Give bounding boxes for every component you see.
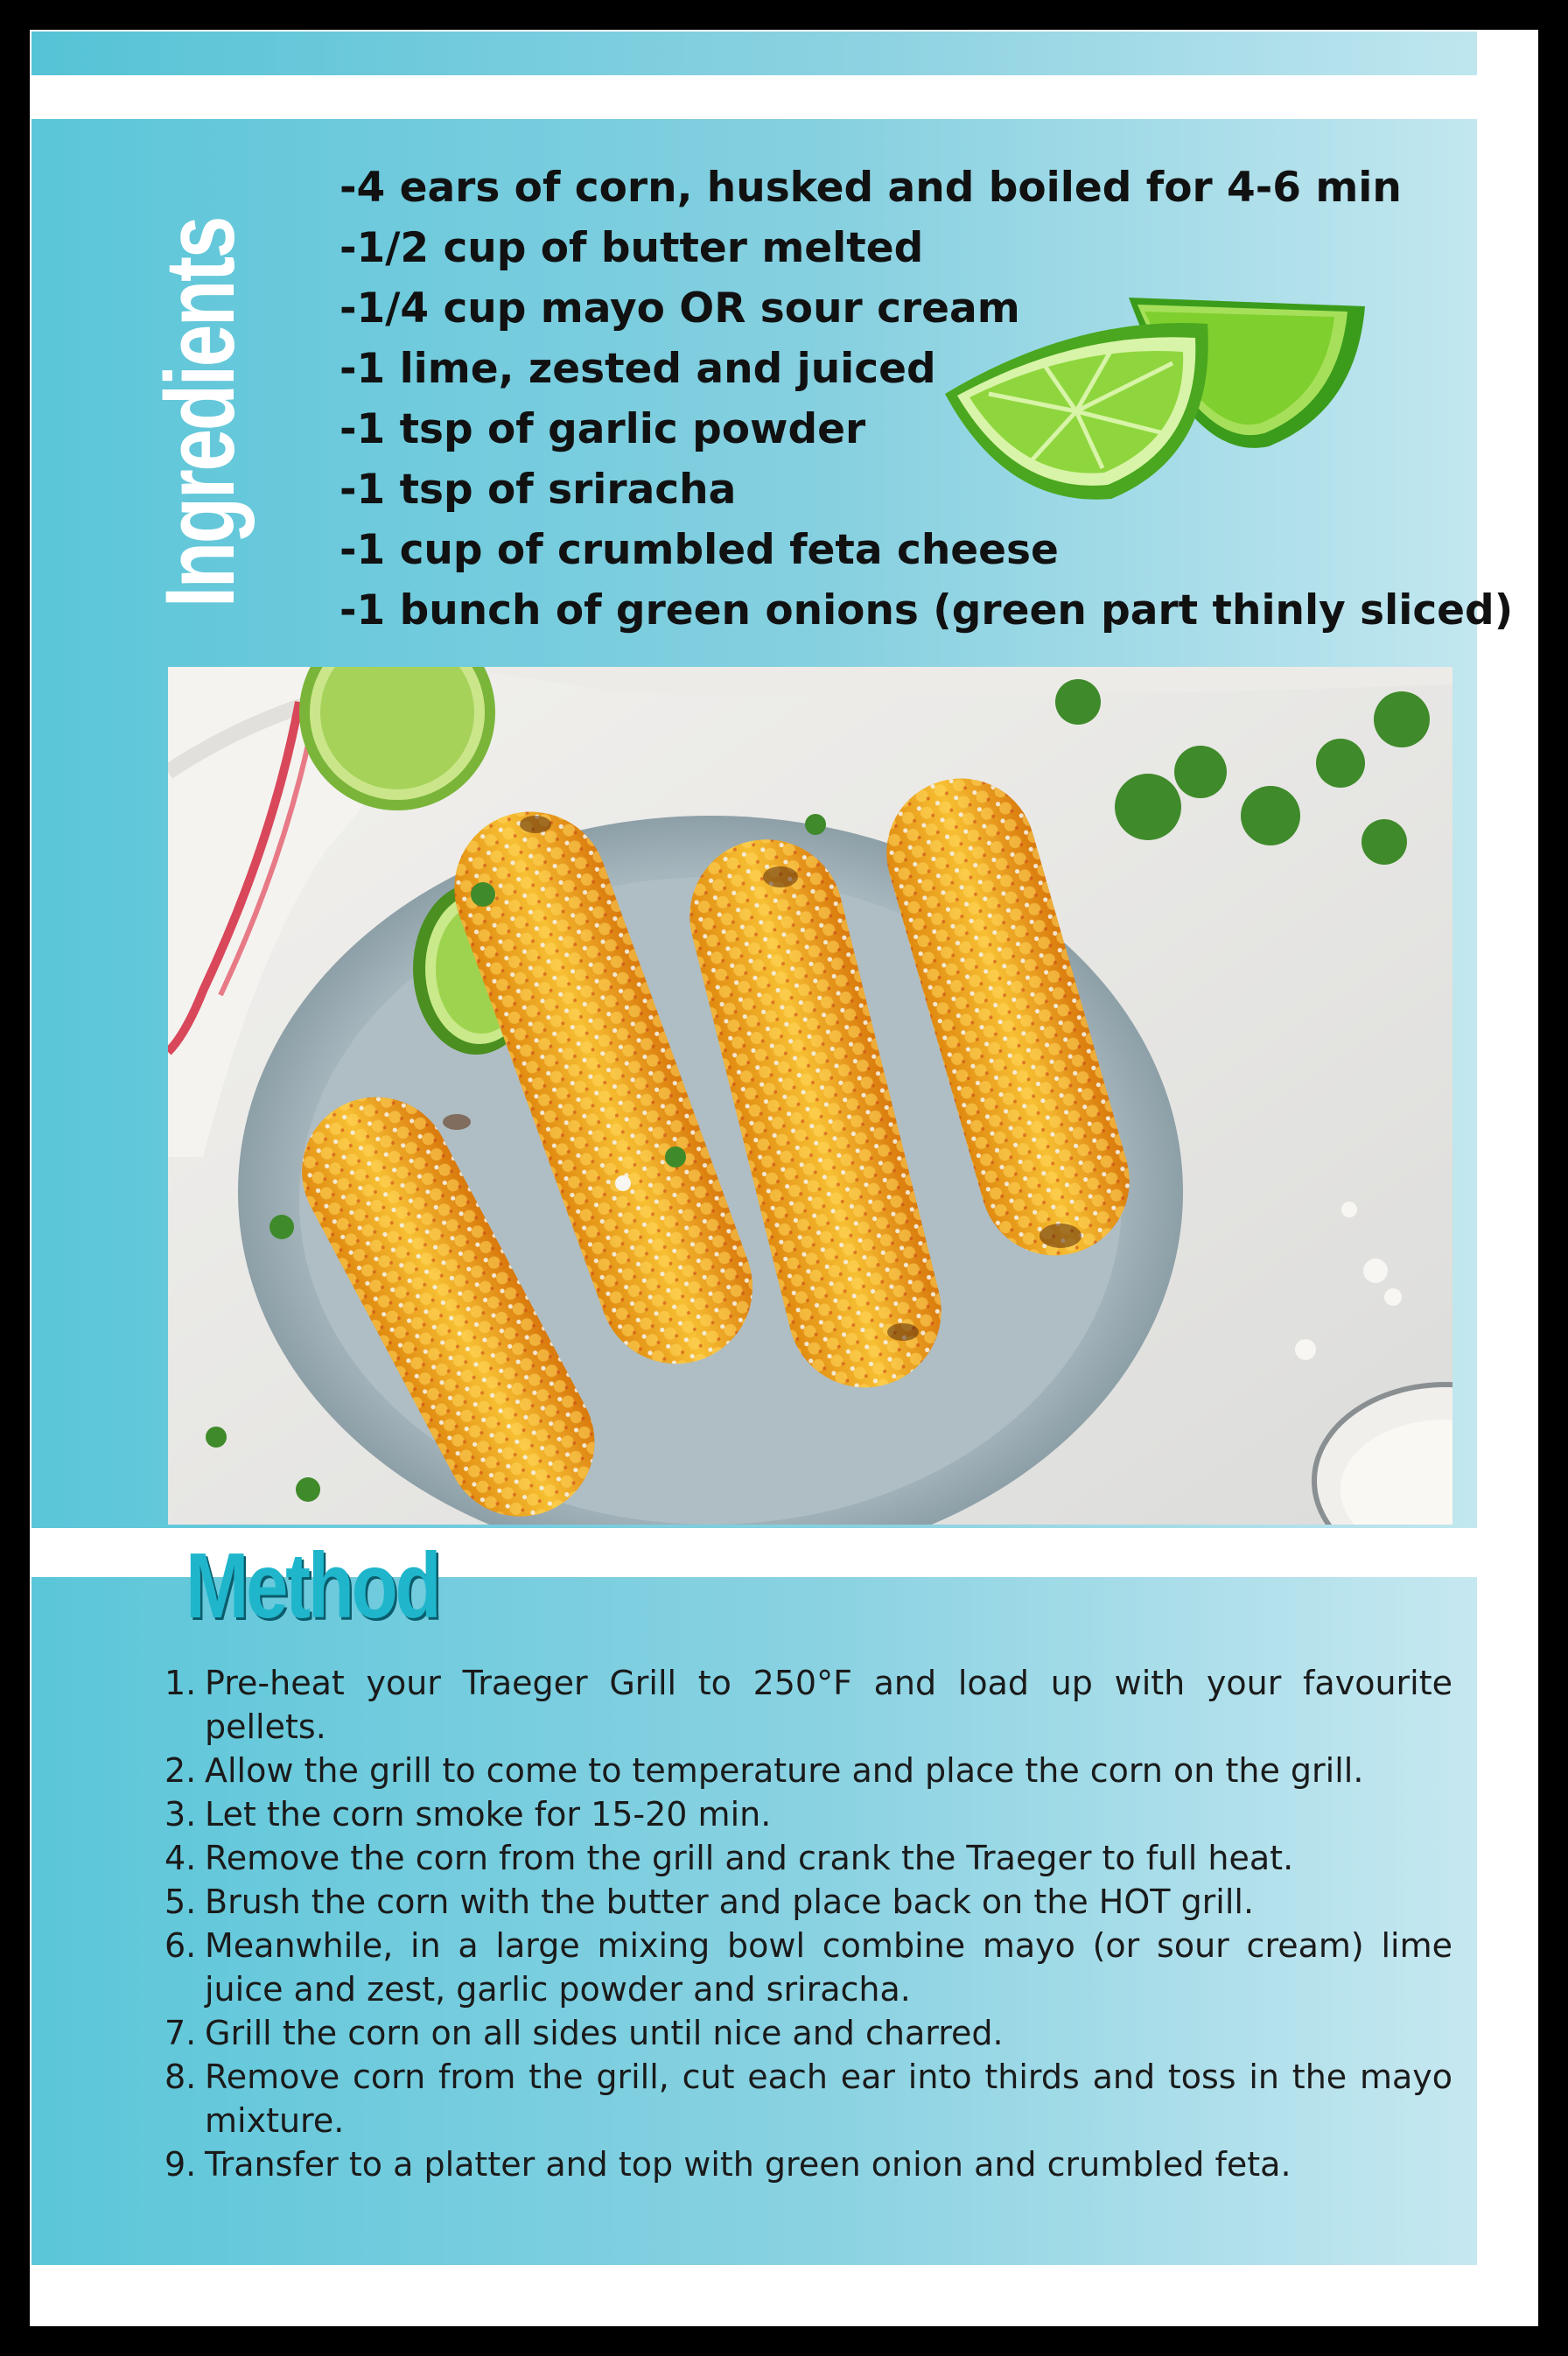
ingredient-item: -1 bunch of green onions (green part thinly sliced)	[340, 586, 1514, 635]
step-number: 8.	[164, 2058, 197, 2096]
step-text: Grill the corn on all sides until nice and charred.	[205, 2014, 1004, 2052]
step-number: 7.	[164, 2014, 197, 2052]
grilled-corn-photo	[168, 667, 1452, 1525]
ingredient-item: -4 ears of corn, husked and boiled for 4-6 min	[340, 164, 1402, 212]
method-step	[164, 1661, 1452, 1749]
step-number: 1.	[164, 1664, 197, 1702]
ingredient-item: -1 tsp of sriracha	[340, 466, 737, 514]
method-step	[164, 2142, 1452, 2186]
ingredient-item: -1/2 cup of butter melted	[340, 224, 924, 272]
step-number: 9.	[164, 2145, 197, 2184]
ingredients-heading: Ingredients	[144, 218, 255, 608]
ingredient-item: -1 cup of crumbled feta cheese	[340, 526, 1059, 574]
step-text: Brush the corn with the butter and place back on the HOT grill.	[205, 1883, 1255, 1921]
step-text: Transfer to a platter and top with green onion and crumbled feta.	[205, 2145, 1292, 2184]
top-accent-band	[32, 32, 1477, 75]
step-number: 6.	[164, 1926, 197, 1965]
step-number: 4.	[164, 1839, 197, 1877]
step-text: Remove the corn from the grill and crank the Traeger to full heat.	[205, 1839, 1294, 1877]
step-text: Pre-heat your Traeger Grill to 250°F and load up with your favourite pellets.	[205, 1664, 1452, 1746]
method-step	[164, 1836, 1452, 1880]
ingredient-item: -1/4 cup mayo OR sour cream	[340, 284, 1020, 333]
method-heading: Method	[186, 1534, 439, 1637]
lime-wedges-illustration	[936, 280, 1391, 525]
method-step	[164, 1924, 1452, 2011]
step-number: 2.	[164, 1751, 197, 1790]
step-text: Let the corn smoke for 15-20 min.	[205, 1795, 772, 1834]
step-number: 3.	[164, 1795, 197, 1834]
lime-wedge-front	[945, 323, 1208, 500]
step-number: 5.	[164, 1883, 197, 1921]
method-step	[164, 2011, 1452, 2055]
method-step	[164, 1880, 1452, 1924]
step-text: Remove corn from the grill, cut each ear into thirds and toss in the mayo mixture.	[205, 2058, 1452, 2140]
ingredient-item: -1 lime, zested and juiced	[340, 345, 936, 393]
ingredient-item: -1 tsp of garlic powder	[340, 405, 866, 453]
method-step	[164, 1749, 1452, 1792]
method-steps-list	[164, 1661, 1452, 2186]
step-text: Meanwhile, in a large mixing bowl combine mayo (or sour cream) lime juice and zest, garlic powder and sriracha.	[205, 1926, 1452, 2009]
method-step	[164, 1792, 1452, 1836]
method-step	[164, 2055, 1452, 2142]
step-text: Allow the grill to come to temperature and place the corn on the grill.	[205, 1751, 1364, 1790]
